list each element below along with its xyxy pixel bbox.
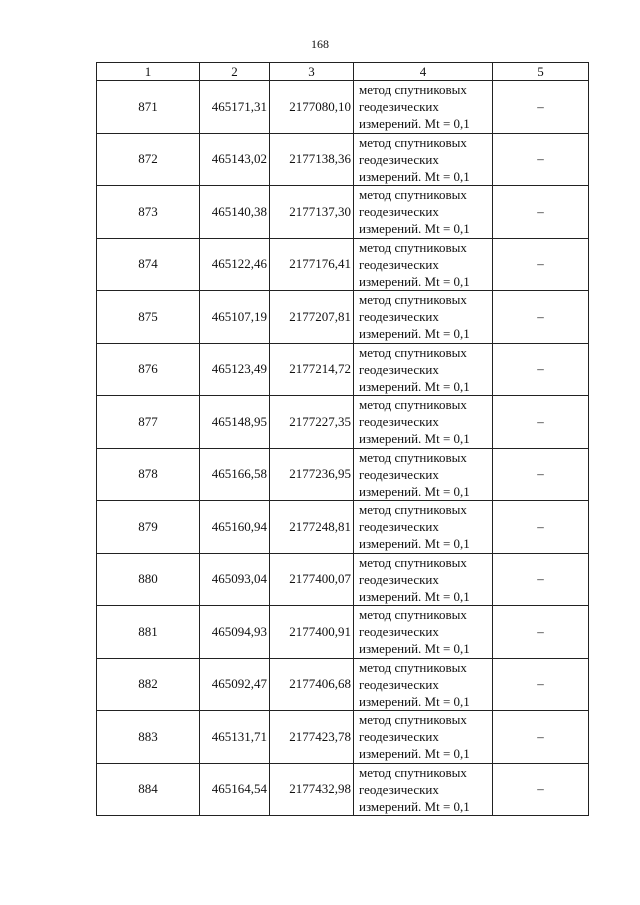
dash-cell: – [493, 553, 589, 606]
x-coordinate-cell: 465107,19 [200, 291, 270, 344]
dash-cell: – [493, 343, 589, 396]
method-cell [354, 501, 493, 554]
point-number-cell: 874 [97, 238, 200, 291]
header-col-3: 3 [270, 63, 354, 81]
method-line-1: метод спутниковых [359, 187, 467, 203]
point-number-cell: 884 [97, 763, 200, 816]
x-coordinate-cell: 465094,93 [200, 606, 270, 659]
table-row [97, 606, 589, 659]
x-coordinate-cell: 465171,31 [200, 81, 270, 134]
method-line-3: измерений. Mt = 0,1 [359, 378, 470, 394]
method-line-3: измерений. Mt = 0,1 [359, 221, 470, 237]
method-line-3: измерений. Mt = 0,1 [359, 798, 470, 814]
method-line-1: метод спутниковых [359, 764, 467, 780]
method-cell [354, 238, 493, 291]
point-number-cell: 879 [97, 501, 200, 554]
dash-cell: – [493, 291, 589, 344]
y-coordinate-cell: 2177080,10 [270, 81, 354, 134]
point-number-cell: 872 [97, 133, 200, 186]
dash-cell: – [493, 501, 589, 554]
method-line-1: метод спутниковых [359, 239, 467, 255]
y-coordinate-cell: 2177423,78 [270, 711, 354, 764]
table-row [97, 133, 589, 186]
y-coordinate-cell: 2177207,81 [270, 291, 354, 344]
dash-cell: – [493, 186, 589, 239]
x-coordinate-cell: 465143,02 [200, 133, 270, 186]
table-row [97, 238, 589, 291]
method-cell [354, 658, 493, 711]
dash-cell: – [493, 711, 589, 764]
dash-cell: – [493, 448, 589, 501]
method-cell [354, 291, 493, 344]
table-row [97, 501, 589, 554]
header-col-5: 5 [493, 63, 589, 81]
method-cell [354, 133, 493, 186]
y-coordinate-cell: 2177137,30 [270, 186, 354, 239]
x-coordinate-cell: 465166,58 [200, 448, 270, 501]
table-row [97, 448, 589, 501]
method-line-3: измерений. Mt = 0,1 [359, 588, 470, 604]
method-line-1: метод спутниковых [359, 82, 467, 98]
method-cell [354, 396, 493, 449]
coordinates-table [96, 62, 589, 816]
method-line-2: геодезических [359, 361, 439, 377]
point-number-cell: 873 [97, 186, 200, 239]
y-coordinate-cell: 2177400,07 [270, 553, 354, 606]
dash-cell: – [493, 396, 589, 449]
method-cell [354, 553, 493, 606]
method-line-1: метод спутниковых [359, 554, 467, 570]
x-coordinate-cell: 465093,04 [200, 553, 270, 606]
point-number-cell: 878 [97, 448, 200, 501]
x-coordinate-cell: 465160,94 [200, 501, 270, 554]
method-line-3: измерений. Mt = 0,1 [359, 168, 470, 184]
method-line-3: измерений. Mt = 0,1 [359, 326, 470, 342]
method-line-1: метод спутниковых [359, 502, 467, 518]
table-row [97, 396, 589, 449]
dash-cell: – [493, 658, 589, 711]
x-coordinate-cell: 465092,47 [200, 658, 270, 711]
method-line-2: геодезических [359, 151, 439, 167]
method-line-3: измерений. Mt = 0,1 [359, 273, 470, 289]
method-cell [354, 711, 493, 764]
x-coordinate-cell: 465140,38 [200, 186, 270, 239]
dash-cell: – [493, 238, 589, 291]
method-line-1: метод спутниковых [359, 344, 467, 360]
header-col-2: 2 [200, 63, 270, 81]
method-line-2: геодезических [359, 414, 439, 430]
table-header-row [97, 63, 589, 81]
x-coordinate-cell: 465148,95 [200, 396, 270, 449]
method-cell [354, 343, 493, 396]
method-line-2: геодезических [359, 729, 439, 745]
point-number-cell: 871 [97, 81, 200, 134]
method-cell [354, 448, 493, 501]
method-cell [354, 763, 493, 816]
method-line-2: геодезических [359, 519, 439, 535]
y-coordinate-cell: 2177138,36 [270, 133, 354, 186]
method-line-2: геодезических [359, 781, 439, 797]
method-line-2: геодезических [359, 676, 439, 692]
point-number-cell: 880 [97, 553, 200, 606]
x-coordinate-cell: 465164,54 [200, 763, 270, 816]
point-number-cell: 883 [97, 711, 200, 764]
method-line-1: метод спутниковых [359, 134, 467, 150]
method-line-3: измерений. Mt = 0,1 [359, 641, 470, 657]
y-coordinate-cell: 2177248,81 [270, 501, 354, 554]
table-row [97, 291, 589, 344]
method-line-2: геодезических [359, 571, 439, 587]
y-coordinate-cell: 2177176,41 [270, 238, 354, 291]
point-number-cell: 877 [97, 396, 200, 449]
dash-cell: – [493, 133, 589, 186]
method-cell [354, 81, 493, 134]
y-coordinate-cell: 2177432,98 [270, 763, 354, 816]
method-line-3: измерений. Mt = 0,1 [359, 746, 470, 762]
header-col-4: 4 [354, 63, 493, 81]
method-line-1: метод спутниковых [359, 449, 467, 465]
dash-cell: – [493, 763, 589, 816]
point-number-cell: 876 [97, 343, 200, 396]
method-line-1: метод спутниковых [359, 397, 467, 413]
x-coordinate-cell: 465123,49 [200, 343, 270, 396]
y-coordinate-cell: 2177236,95 [270, 448, 354, 501]
method-line-2: геодезических [359, 624, 439, 640]
header-col-1: 1 [97, 63, 200, 81]
method-line-1: метод спутниковых [359, 607, 467, 623]
method-line-1: метод спутниковых [359, 712, 467, 728]
method-line-2: геодезических [359, 204, 439, 220]
table-row [97, 658, 589, 711]
method-line-3: измерений. Mt = 0,1 [359, 431, 470, 447]
point-number-cell: 882 [97, 658, 200, 711]
table-row [97, 553, 589, 606]
x-coordinate-cell: 465131,71 [200, 711, 270, 764]
table-row [97, 81, 589, 134]
table-row [97, 343, 589, 396]
page-number: 168 [311, 37, 329, 51]
dash-cell: – [493, 81, 589, 134]
method-line-1: метод спутниковых [359, 292, 467, 308]
method-cell [354, 606, 493, 659]
y-coordinate-cell: 2177227,35 [270, 396, 354, 449]
point-number-cell: 881 [97, 606, 200, 659]
dash-cell: – [493, 606, 589, 659]
y-coordinate-cell: 2177214,72 [270, 343, 354, 396]
y-coordinate-cell: 2177400,91 [270, 606, 354, 659]
method-line-3: измерений. Mt = 0,1 [359, 483, 470, 499]
table-row [97, 711, 589, 764]
x-coordinate-cell: 465122,46 [200, 238, 270, 291]
point-number-cell: 875 [97, 291, 200, 344]
method-line-2: геодезических [359, 256, 439, 272]
table-row [97, 186, 589, 239]
table-row [97, 763, 589, 816]
method-line-3: измерений. Mt = 0,1 [359, 693, 470, 709]
method-line-2: геодезических [359, 466, 439, 482]
method-line-2: геодезических [359, 309, 439, 325]
y-coordinate-cell: 2177406,68 [270, 658, 354, 711]
method-line-3: измерений. Mt = 0,1 [359, 536, 470, 552]
method-line-3: измерений. Mt = 0,1 [359, 116, 470, 132]
method-line-1: метод спутниковых [359, 659, 467, 675]
method-line-2: геодезических [359, 99, 439, 115]
method-cell [354, 186, 493, 239]
